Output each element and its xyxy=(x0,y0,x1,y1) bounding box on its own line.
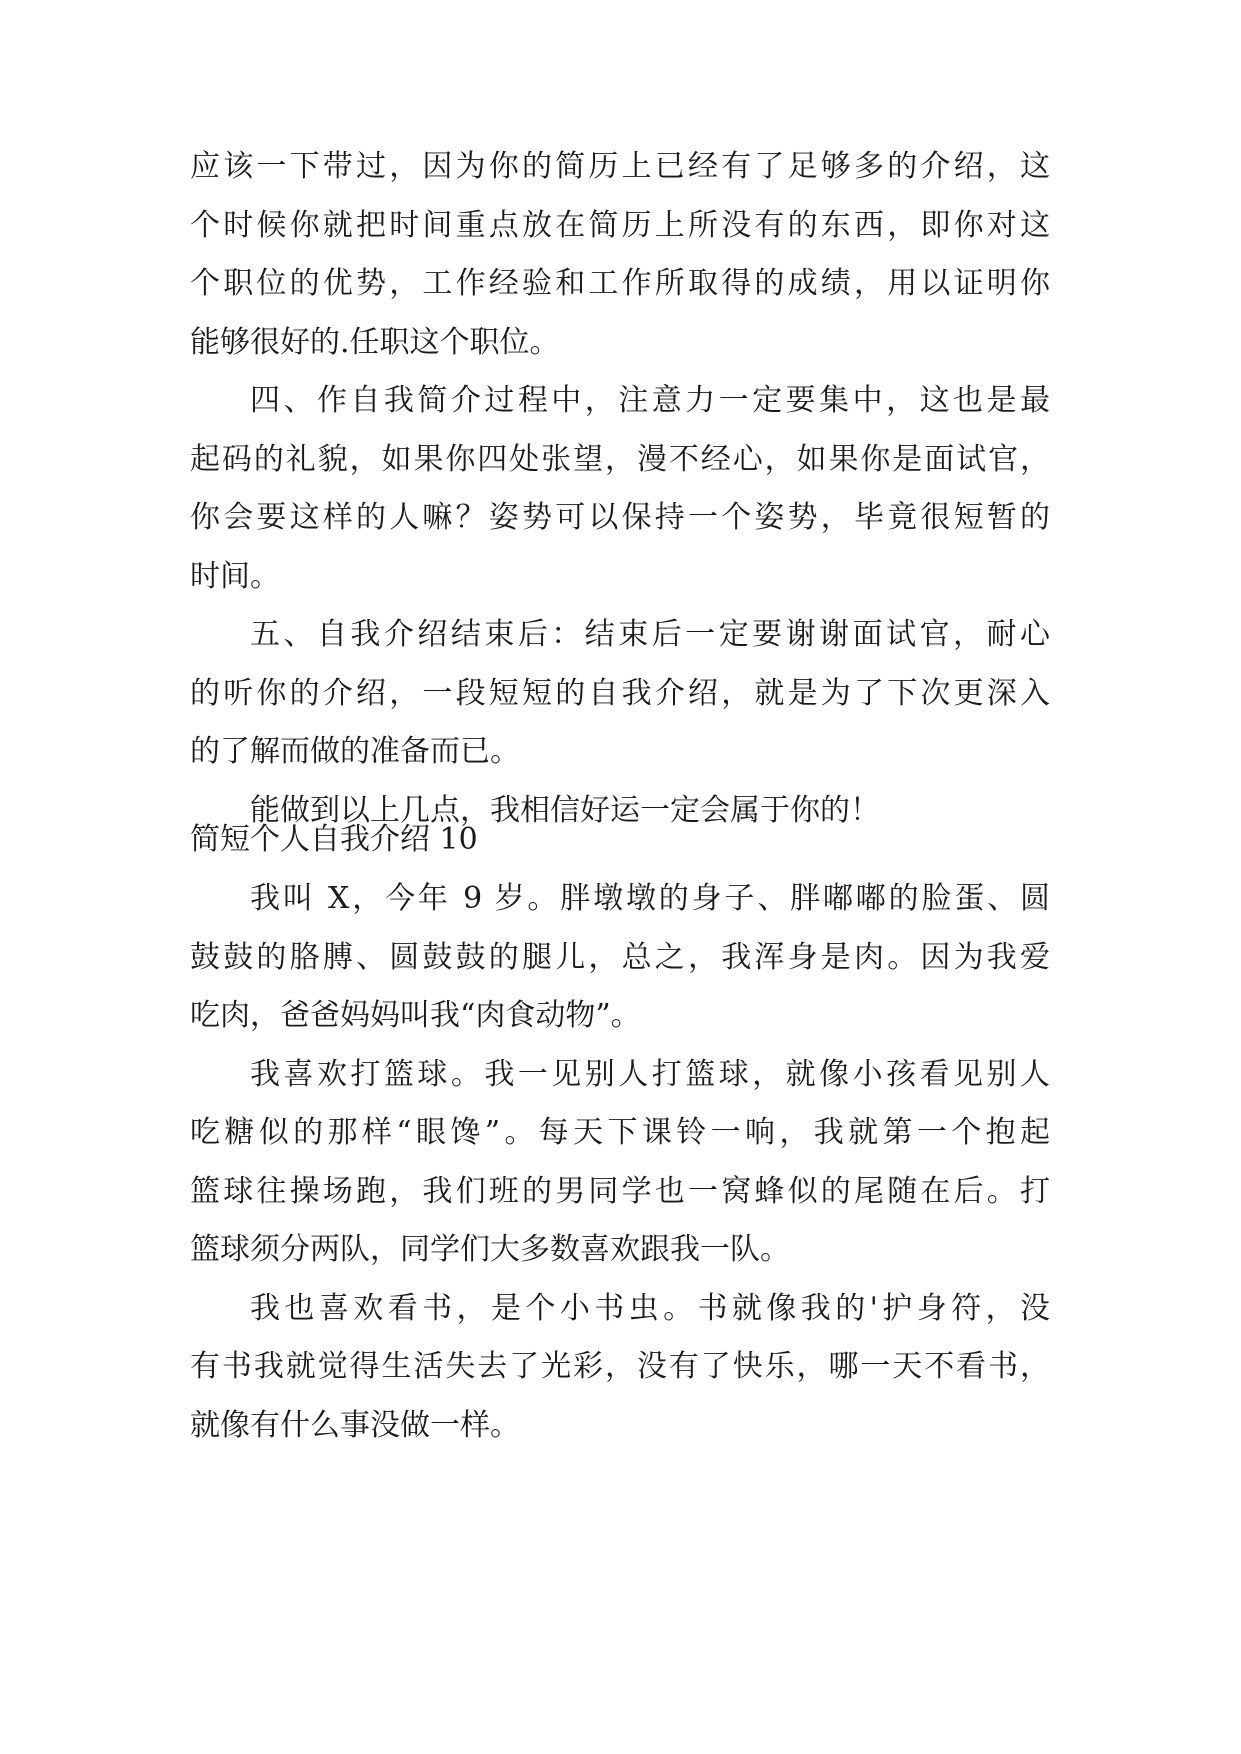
paragraph xyxy=(190,606,1050,782)
paragraph xyxy=(190,1280,1050,1456)
text-line: 鼓鼓的胳膊、圆鼓鼓的腿儿，总之，我浑身是肉。因为我爱 xyxy=(190,939,1050,975)
text-line: 我喜欢打篮球。我一见别人打篮球，就像小孩看见别人 xyxy=(250,1056,1050,1092)
paragraph xyxy=(190,372,1050,606)
text-line: 个职位的优势，工作经验和工作所取得的成绩，用以证明你 xyxy=(190,266,1050,301)
text-line: 篮球往操场跑，我们班的男同学也一窝蜂似的尾随在后。打 xyxy=(190,1173,1050,1209)
paragraph xyxy=(190,138,1050,372)
paragraph xyxy=(190,1046,1050,1280)
text-line: 的了解而做的准备而已。 xyxy=(190,734,520,769)
text-line: 有书我就觉得生活失去了光彩，没有了快乐，哪一天不看书， xyxy=(190,1349,1050,1384)
text-line: 个时候你就把时间重点放在简历上所没有的东西，即你对这 xyxy=(190,207,1050,243)
text-line: 起码的礼貌，如果你四处张望，漫不经心，如果你是面试官， xyxy=(190,441,1050,477)
text-line: 应该一下带过，因为你的简历上已经有了足够多的介绍，这 xyxy=(190,149,1050,184)
text-line: 篮球须分两队，同学们大多数喜欢跟我一队。 xyxy=(190,1232,790,1267)
section-heading: 简短个人自我介绍 10 xyxy=(190,822,478,857)
text-line: 时间。 xyxy=(190,558,280,594)
text-line: 的听你的介绍，一段短短的自我介绍，就是为了下次更深入 xyxy=(190,675,1050,711)
text-line: 你会要这样的人嘛？姿势可以保持一个姿势，毕竟很短暂的 xyxy=(190,500,1050,535)
text-line: 吃糖似的那样“眼馋”。每天下课铃一响，我就第一个抱起 xyxy=(190,1115,1050,1150)
text-line: 我叫 X，今年 9 岁。胖墩墩的身子、胖嘟嘟的脸蛋、圆 xyxy=(250,881,1050,916)
body-text-bottom xyxy=(190,870,1050,1455)
text-line: 能够很好的.任职这个职位。 xyxy=(190,324,560,360)
text-line: 吃肉，爸爸妈妈叫我“肉食动物”。 xyxy=(190,998,641,1033)
section-heading-container xyxy=(190,811,1050,870)
text-line: 五、自我介绍结束后：结束后一定要谢谢面试官，耐心 xyxy=(250,617,1050,652)
body-text-top xyxy=(190,138,1050,840)
text-line: 四、作自我简介过程中，注意力一定要集中，这也是最 xyxy=(250,383,1050,418)
paragraph xyxy=(190,870,1050,1046)
text-line: 就像有什么事没做一样。 xyxy=(190,1407,520,1443)
text-line: 能做到以上几点，我相信好运一定会属于你的！ xyxy=(250,792,880,828)
text-line: 我也喜欢看书，是个小书虫。书就像我的'护身符，没 xyxy=(250,1290,1050,1326)
